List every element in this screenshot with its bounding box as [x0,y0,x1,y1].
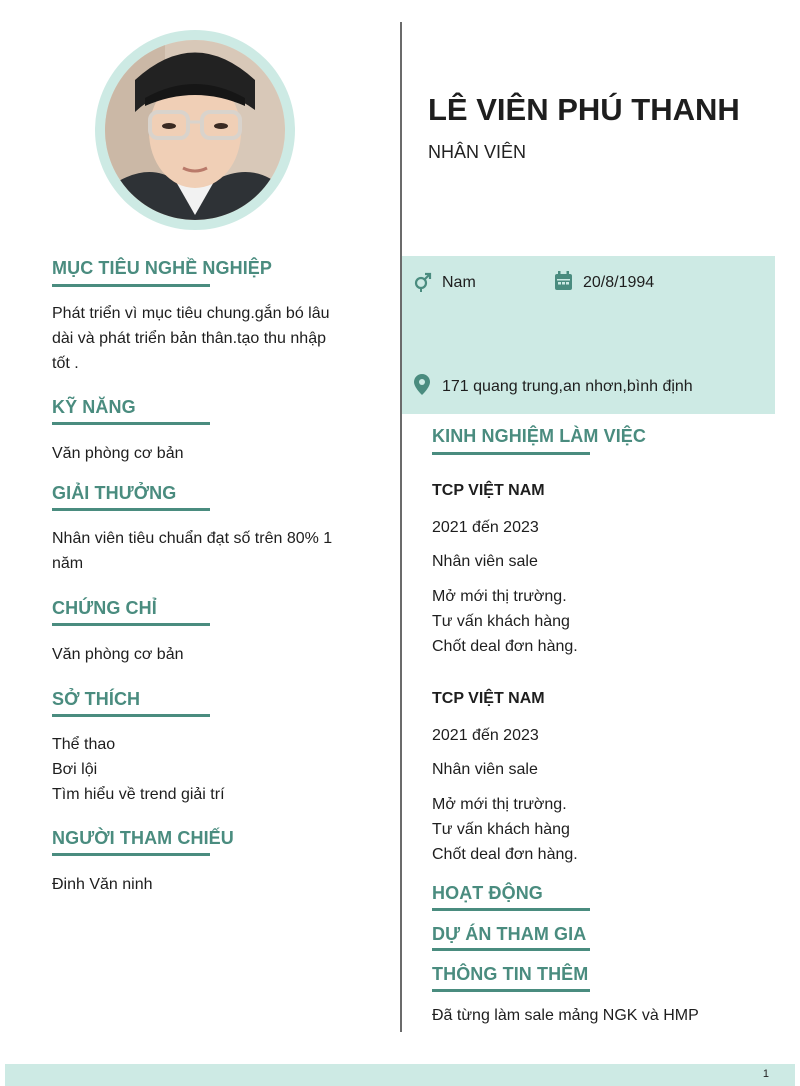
page-number: 1 [762,1068,769,1080]
section-rule [52,284,210,287]
job-duty: Mở mới thị trường. [432,588,567,605]
projects-heading: DỰ ÁN THAM GIA [432,924,587,944]
section-rule [432,452,590,455]
section-rule [52,422,210,425]
objective-line: Phát triển vì mục tiêu chung.gắn bó lâu [52,305,330,322]
job-description [432,584,578,659]
job-company: TCP VIỆT NAM [432,482,545,499]
awards-heading: GIẢI THƯỞNG [52,483,177,503]
address-value: 171 quang trung,an nhơn,bình định [442,378,693,395]
awards-line: năm [52,555,84,572]
location-pin-icon [414,374,430,400]
section-rule [432,948,590,951]
awards-text [52,526,372,576]
certificates-heading: CHỨNG CHỈ [52,598,157,618]
hobby-item: Tìm hiểu về trend giải trí [52,786,225,803]
additional-info-heading: THÔNG TIN THÊM [432,964,589,984]
birthdate-value: 20/8/1994 [583,274,655,291]
section-rule [52,853,210,856]
objective-line: tốt . [52,355,79,372]
section-rule [432,908,590,911]
job-duty: Chốt deal đơn hàng. [432,846,578,863]
job-duty: Tư vấn khách hàng [432,821,570,838]
hobby-item: Bơi lội [52,761,98,778]
awards-line: Nhân viên tiêu chuẩn đạt số trên 80% 1 [52,530,333,547]
hobbies-heading: SỞ THÍCH [52,689,141,709]
job-position: Nhân viên sale [432,553,538,570]
section-rule [432,989,590,992]
job-description [432,792,578,867]
job-duty: Chốt deal đơn hàng. [432,638,578,655]
additional-info-text: Đã từng làm sale mảng NGK và HMP [432,1007,699,1024]
job-position: Nhân viên sale [432,761,538,778]
experience-heading: KINH NGHIỆM LÀM VIỆC [432,426,647,446]
objective-text [52,301,372,376]
job-duty: Tư vấn khách hàng [432,613,570,630]
objective-line: dài và phát triển bản thân.tạo thu nhập [52,330,326,347]
full-name: LÊ VIÊN PHÚ THANH [428,92,740,127]
job-period: 2021 đến 2023 [432,727,539,744]
job-period: 2021 đến 2023 [432,519,539,536]
skills-heading: KỸ NĂNG [52,397,136,417]
job-duty: Mở mới thị trường. [432,796,567,813]
references-heading: NGƯỜI THAM CHIẾU [52,828,234,848]
section-rule [52,623,210,626]
certificates-text: Văn phòng cơ bản [52,646,184,663]
job-title: NHÂN VIÊN [428,142,527,162]
skills-text: Văn phòng cơ bản [52,445,184,462]
section-rule [52,508,210,511]
page-footer [5,1064,795,1086]
gender-icon [413,272,433,297]
hobby-item: Thể thao [52,736,116,753]
section-rule [52,714,210,717]
gender-value: Nam [442,274,476,291]
objective-heading: MỤC TIÊU NGHỀ NGHIỆP [52,258,273,278]
calendar-icon [554,271,573,296]
references-text: Đinh Văn ninh [52,876,153,893]
column-divider [400,22,402,1032]
activities-heading: HOẠT ĐỘNG [432,883,543,903]
job-company: TCP VIỆT NAM [432,690,545,707]
avatar [105,40,285,220]
hobbies-text [52,732,225,807]
